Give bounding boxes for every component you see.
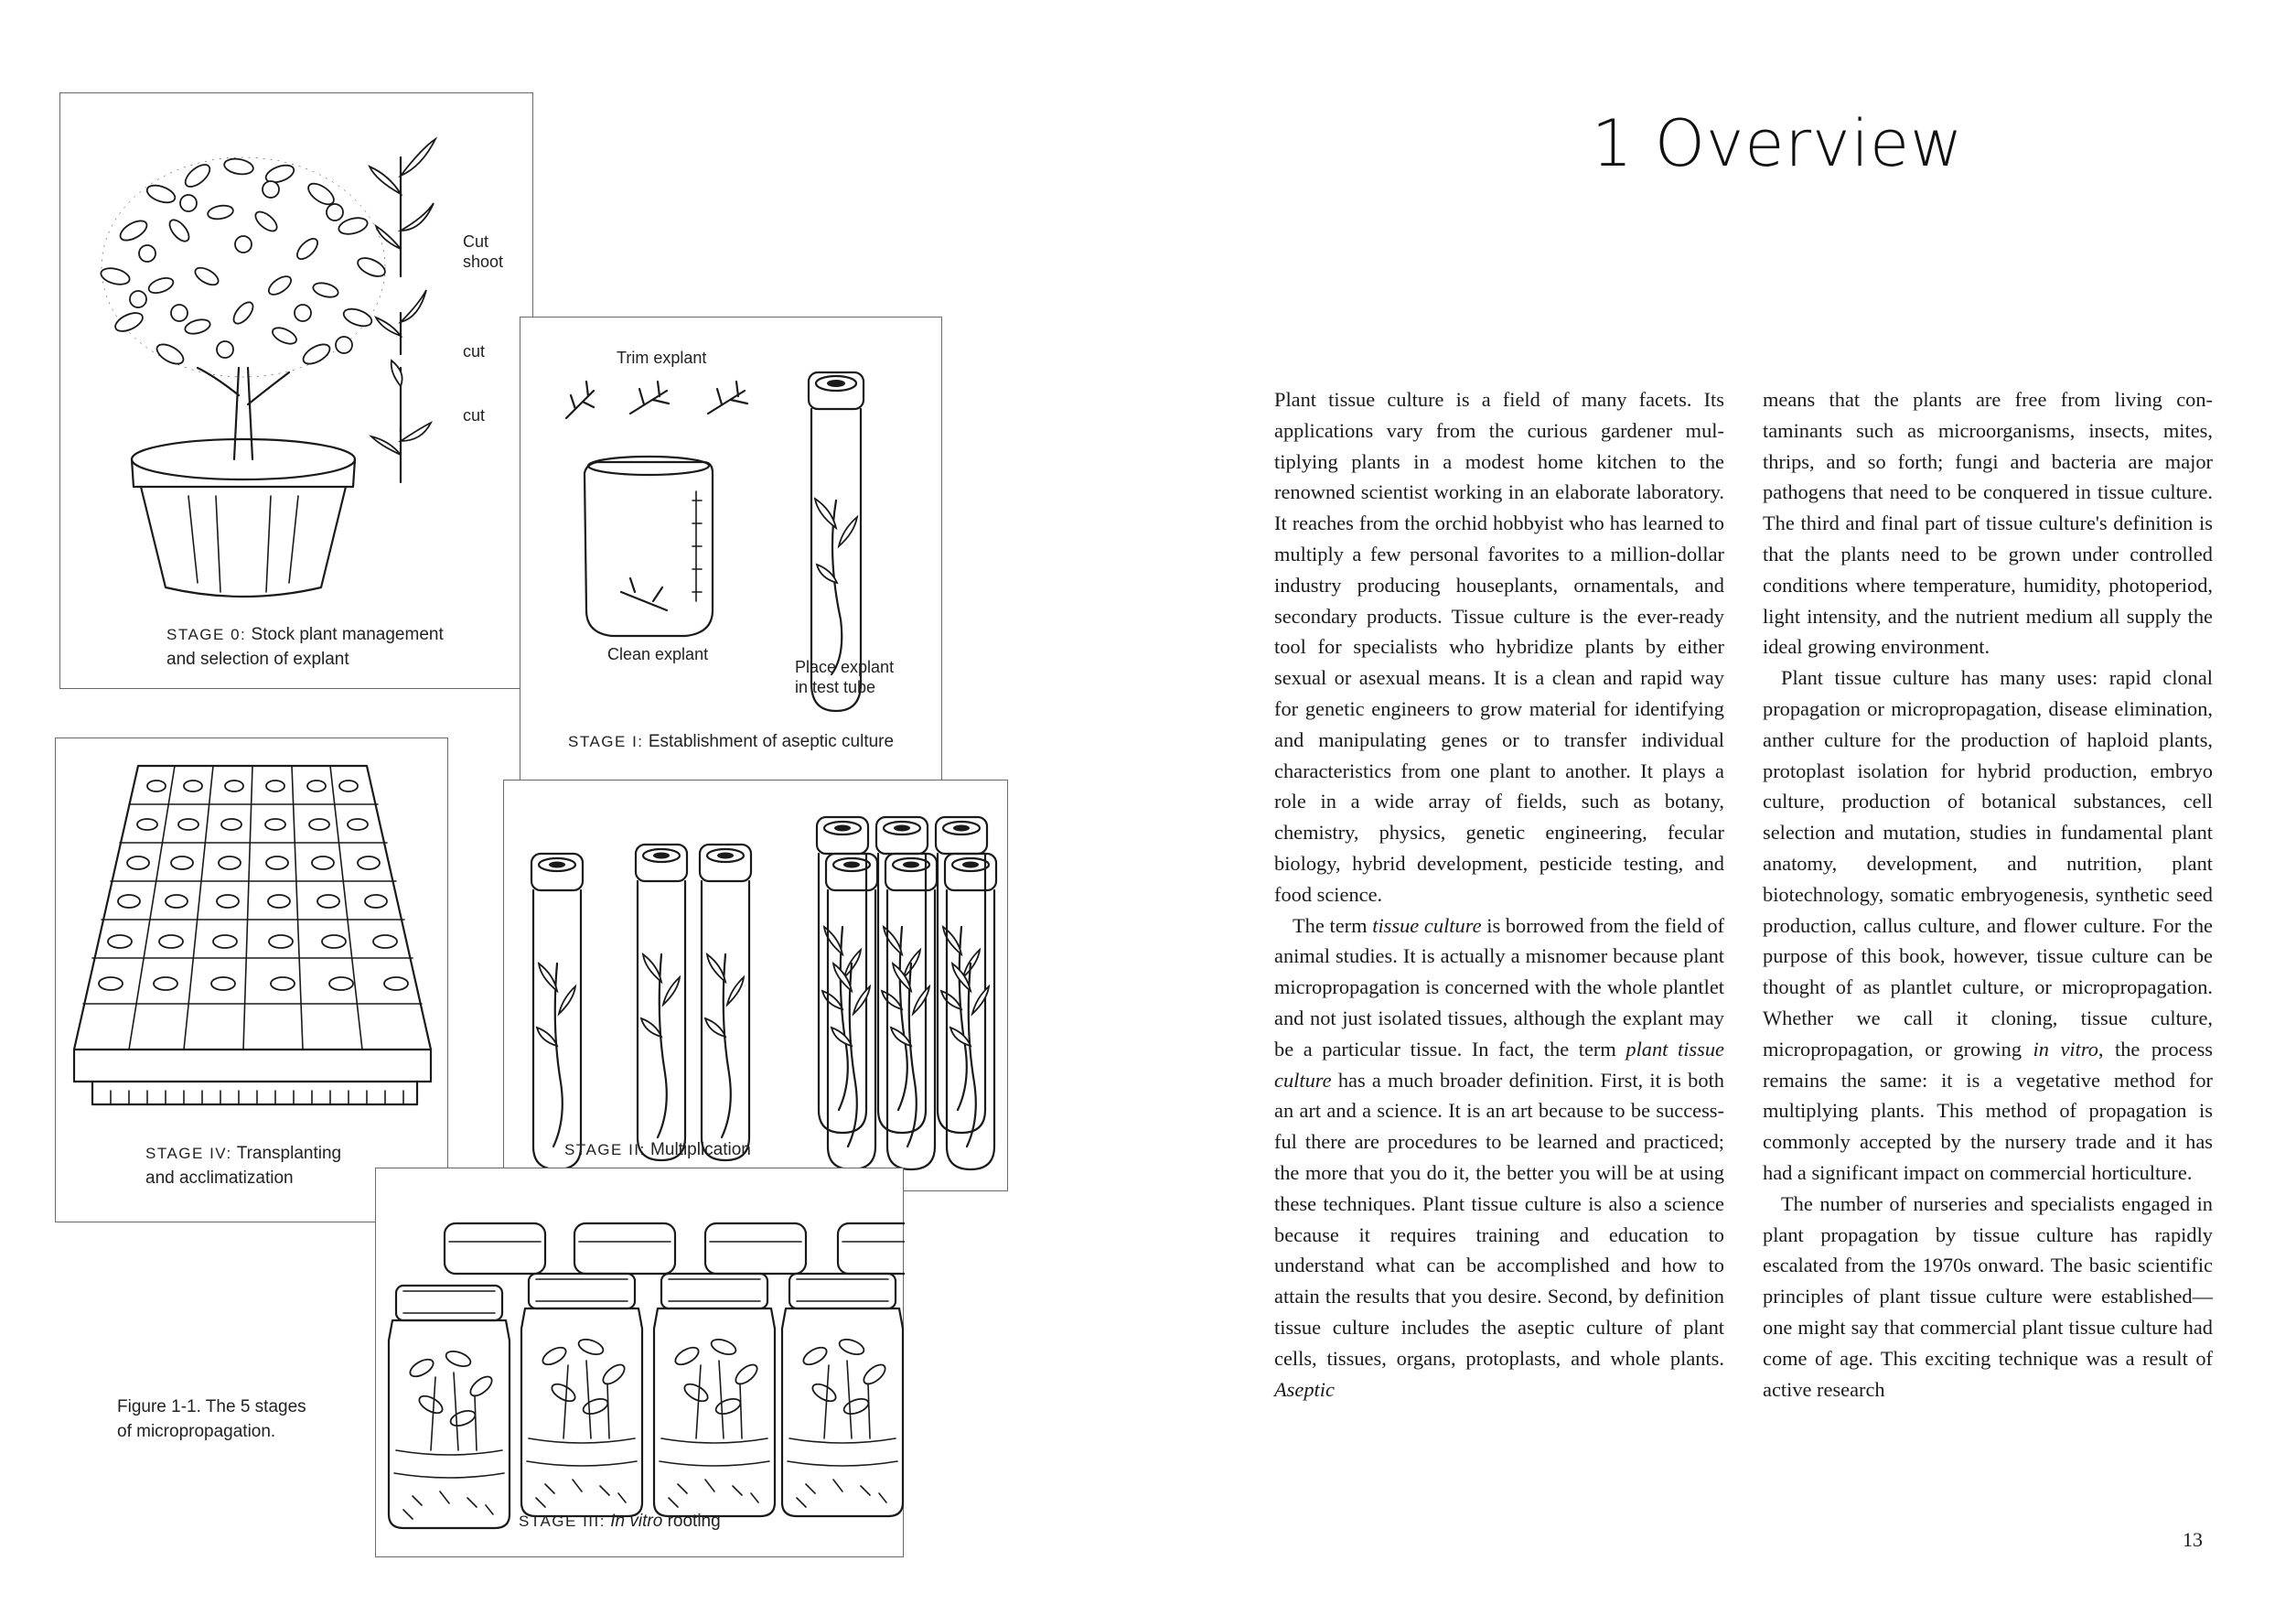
trimmed-explants [566, 382, 747, 418]
stage0-illustration [60, 93, 534, 690]
stage3-italic: In vitro [610, 1512, 663, 1531]
figure-caption [117, 1394, 306, 1444]
col1-paragraph-1: Plant tissue culture is a field of many facets. Its applications vary from the curious gardener multiplying plants in a modest home kitchen to the renowned scientist working in an elaborate laboratory. It reaches from the orchid hobbyist who has learned to multiply a few personal favorites to a million-dollar industry producing houseplants, ornamentals, and secondary products. Tissue culture is the ever-ready tool for specialists who hybridize plants by either sexual or asexual means. It is a clean and rapid way for genetic engineers to grow material for identifying and manipulating genes or to transfer individual characteristics from one plant to another. It plays a role in a wide array of fields, such as botany, chemistry, physics, genetic engineering, fecular biology, hybrid development, pesticide testing, and food science. [1274, 388, 1724, 906]
stage4-panel [55, 738, 448, 1222]
body-column-2 [1763, 384, 2213, 1405]
col1-p2-italic-2: plant tissue culture [1274, 1037, 1724, 1092]
cut-shoots [370, 139, 435, 482]
col1-p2-italic-3: Aseptic [1274, 1377, 1335, 1401]
stage2-text: Multiplication [650, 1140, 751, 1159]
chapter-title-text: Overview [1654, 106, 1964, 181]
label-place-explant-1: Place explant [795, 658, 895, 676]
stage1-caption [568, 729, 894, 754]
label-clean-explant: Clean explant [607, 645, 709, 663]
tree-trunk [198, 368, 289, 459]
stage4-caption [145, 1141, 341, 1190]
col1-p2-b: is borrowed from the field of animal studies. It is actually a misnomer because plant micropropagation is concerned with the whole plantlet and not just isolated tissues, although the explant may be a particular tissue. In fact, the term [1274, 913, 1724, 1061]
beaker [585, 457, 713, 636]
stage1-text: Establishment of aseptic culture [648, 732, 895, 751]
body-column-1 [1274, 384, 1724, 1405]
col2-p2-italic-1: in vitro [2033, 1037, 2098, 1061]
stage2-illustration [504, 781, 1009, 1192]
col1-p2-c: has a much broader definition. First, it is both an art and a science. It is an art because to be successful there are procedures to be learned and practiced; the more that you do it, the better you will be at using these techniques. Plant tissue culture is also a science because it requires training and education to understand what can be accomplished and how to attain the results that you desire. Second, by definition tissue culture includes the aseptic culture of plant cells, tissues, organs, protoplasts, and whole plants. [1274, 1068, 1724, 1370]
stage2-panel [503, 780, 1008, 1191]
label-cut-a: cut [463, 342, 486, 361]
stage3-panel [375, 1168, 904, 1557]
stage3-caption [519, 1509, 721, 1534]
culture-tubes [531, 817, 996, 1169]
label-trim-explant: Trim explant [617, 349, 707, 367]
stage0-key: STAGE 0: [166, 626, 247, 643]
stage3-key: STAGE III: [519, 1513, 606, 1530]
chapter-title [1592, 102, 1963, 185]
label-cut-shoot-2: shoot [463, 253, 504, 271]
col1-paragraph-2 [1274, 910, 1724, 1405]
stage0-line1: Stock plant management [251, 625, 444, 644]
plant-pot [132, 439, 355, 597]
page-number: 13 [2183, 1528, 2203, 1551]
stage0-line2: and selection of explant [166, 650, 349, 669]
col2-p2-a: Plant tissue culture has many uses: rapid clonal propagation or micropropagation, disease elimination, anther culture for the production of haploid plants, protoplast isolation for hybrid production, embryo culture, production of botanical substances, cell selection and mutation, studies in fundamental plant anatomy, development, and nutrition, plant biotechnology, somatic embryogenesis, synthetic seed production, callus culture, and flower culture. For the purpose of this book, however, tissue culture can be thought of as plantlet culture, or micropropagation. Whether we call it cloning, tissue culture, micropropagation, or growing [1763, 666, 2213, 1061]
stage1-key: STAGE I: [568, 733, 644, 750]
stage3-text: rooting [667, 1512, 721, 1531]
label-cut-b: cut [463, 406, 486, 425]
stage1-illustration [520, 318, 943, 795]
col1-p2-a: The term [1293, 913, 1373, 937]
stage4-line1: Transplanting [236, 1144, 342, 1163]
stage4-key: STAGE IV: [145, 1145, 232, 1162]
stage0-caption [166, 622, 444, 672]
seedling-tray [74, 766, 431, 1104]
col2-paragraph-3: The number of nurseries and specialists engaged in plant propagation by tissue culture has rapidly escalated from the 1970s onward. The basic scientific principles of plant tissue culture were established—one might say that commercial plant tissue culture had come of age. This exciting technique was a result of active research [1763, 1191, 2213, 1401]
label-place-explant-2: in test tube [795, 678, 876, 696]
stage2-caption [564, 1137, 751, 1162]
col1-p2-italic-1: tissue culture [1372, 913, 1482, 937]
stage0-panel [59, 92, 533, 689]
culture-jars [389, 1223, 905, 1528]
col2-paragraph-1: means that the plants are free from living contaminants such as microorganisms, insects, mites, thrips, and so forth; fungi and bacteria are major pathogens that need to be conquered in tissue culture. The third and final part of tissue culture's definition is that the plants need to be grown under controlled conditions where temperature, humidity, photoperiod, light intensity, and the nutrient medium all supply the ideal growing environment. [1763, 388, 2213, 659]
tree-crown [99, 156, 387, 377]
stage2-key: STAGE II: [564, 1141, 646, 1158]
col2-p2-b: , the process remains the same: it is a vegetative method for multiplying plants. This method of propagation is commonly accepted by the nursery trade and it has had a significant impact on commercial horticulture. [1763, 1037, 2213, 1184]
stage3-illustration [376, 1168, 905, 1558]
chapter-number: 1 [1592, 106, 1634, 181]
figure-caption-line2: of micropropagation. [117, 1422, 276, 1441]
col2-paragraph-2 [1763, 662, 2213, 1189]
figure-caption-line1: Figure 1-1. The 5 stages [117, 1397, 306, 1416]
stage4-line2: and acclimatization [145, 1168, 294, 1188]
stage1-panel [520, 317, 942, 794]
label-cut-shoot-1: Cut [463, 232, 489, 251]
